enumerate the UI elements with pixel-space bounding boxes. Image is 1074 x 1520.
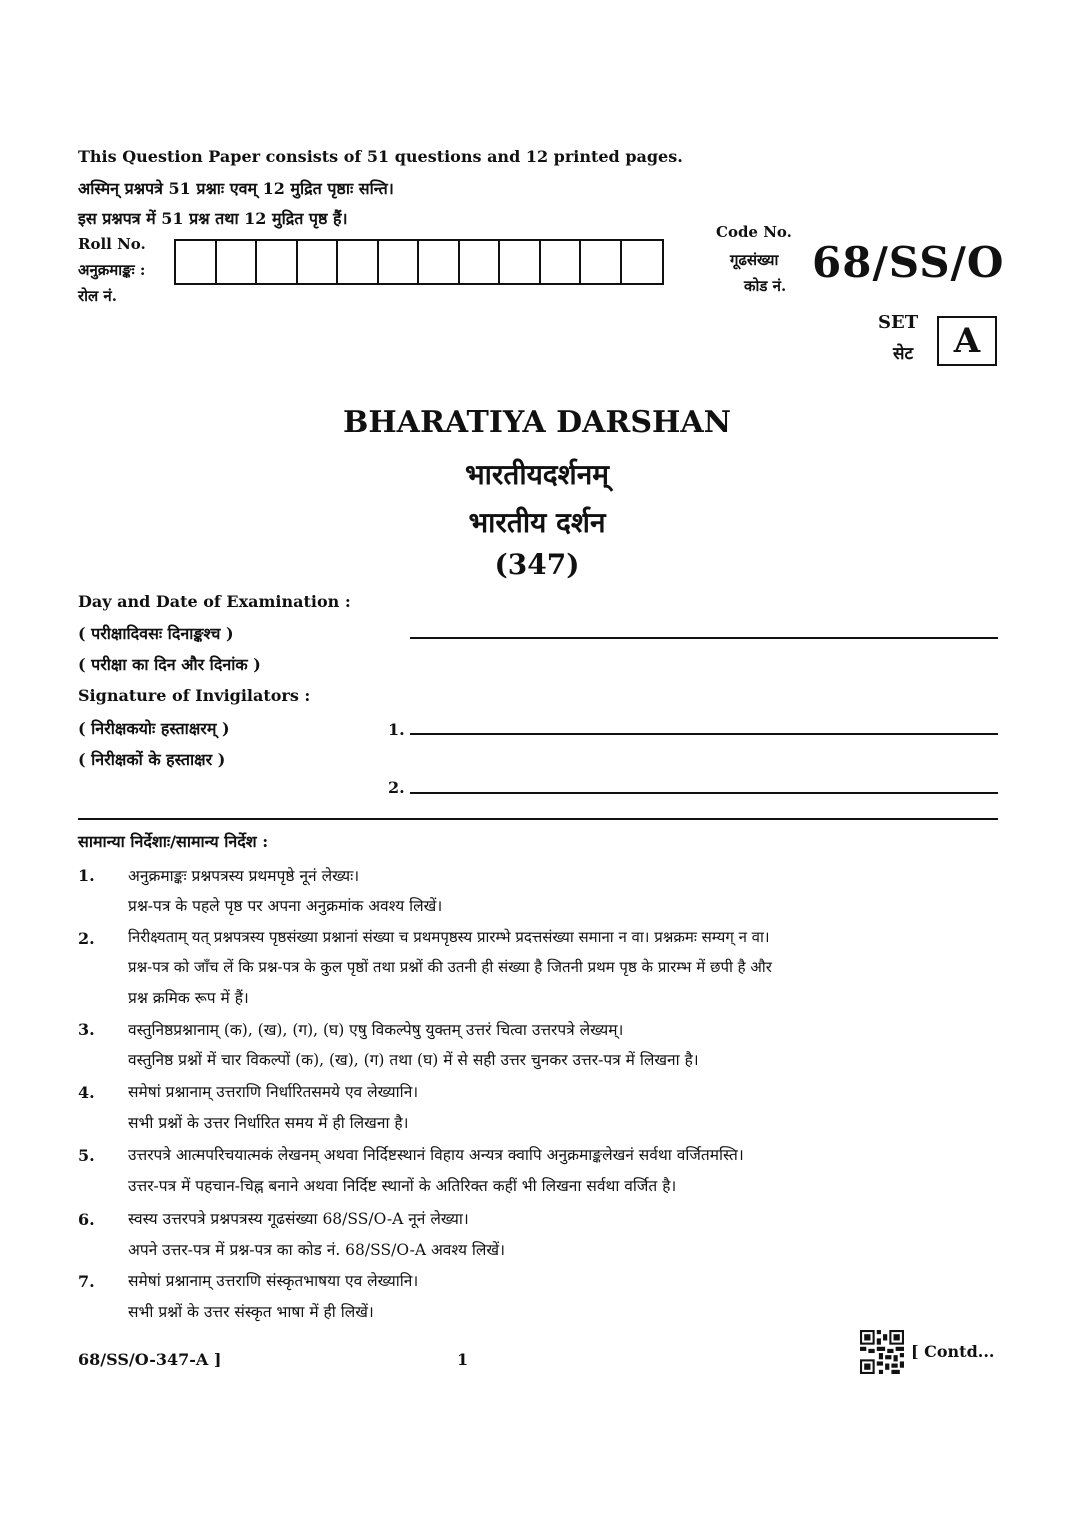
instruction-text: उत्तर-पत्र में पहचान-चिह्न बनाने अथवा निर्दिष्ट स्थानों के अतिरिक्त कहीं भी लिखना सर्वथा वर्जित है। xyxy=(128,1177,677,1195)
roll-digit-box[interactable] xyxy=(257,241,298,283)
instruction-number: 4. xyxy=(78,1083,95,1102)
roll-digit-box[interactable] xyxy=(500,241,541,283)
roll-label-hi: रोल नं. xyxy=(78,287,117,305)
set-box: A xyxy=(937,316,997,366)
instruction-text: प्रश्न-पत्र के पहले पृष्ठ पर अपना अनुक्रमांक अवश्य लिखें। xyxy=(128,897,443,915)
page-number: 1 xyxy=(457,1350,469,1369)
header-line-hindi: इस प्रश्नपत्र में 51 प्रश्न तथा 12 मुद्रित पृष्ठ हैं। xyxy=(78,209,348,228)
instruction-text: वस्तुनिष्ठ प्रश्नों में चार विकल्पों (क), (ख), (ग) तथा (घ) में से सही उत्तर चुनकर उत्तर-पत्र में लिखना है। xyxy=(128,1051,699,1069)
invigilator-2-line[interactable] xyxy=(410,792,998,794)
code-label-sa: गूढसंख्या xyxy=(730,251,779,269)
invigilator-label-sa: ( निरीक्षकयोः हस्ताक्षरम् ) xyxy=(78,719,230,738)
roll-digit-box[interactable] xyxy=(581,241,622,283)
roll-digit-box[interactable] xyxy=(298,241,339,283)
title-english: BHARATIYA DARSHAN xyxy=(342,405,732,440)
instruction-text: सभी प्रश्नों के उत्तर संस्कृत भाषा में ही लिखें। xyxy=(128,1303,374,1321)
roll-label-en: Roll No. xyxy=(78,235,146,253)
invigilator-1-line[interactable] xyxy=(410,733,998,735)
roll-digit-box[interactable] xyxy=(379,241,420,283)
invigilator-label-hi: ( निरीक्षकों के हस्ताक्षर ) xyxy=(78,750,226,769)
instruction-text: स्वस्य उत्तरपत्रे प्रश्नपत्रस्य गूढसंख्या 68/SS/O-A नूनं लेख्या। xyxy=(128,1210,469,1228)
exam-date-label-hi: ( परीक्षा का दिन और दिनांक ) xyxy=(78,655,261,674)
roll-digit-box[interactable] xyxy=(217,241,258,283)
instruction-text: प्रश्न-पत्र को जाँच लें कि प्रश्न-पत्र के कुल पृष्ठों तथा प्रश्नों की उतनी ही संख्या है जितनी प्रथम पृष्ठ के प्रारम्भ में छपी है और xyxy=(128,958,772,976)
subject-code: (347) xyxy=(494,548,580,581)
exam-date-label-sa: ( परीक्षादिवसः दिनाङ्कश्च ) xyxy=(78,624,234,643)
code-label-en: Code No. xyxy=(716,223,792,241)
roll-digit-box[interactable] xyxy=(622,241,663,283)
instruction-text: अनुक्रमाङ्कः प्रश्नपत्रस्य प्रथमपृष्ठे नूनं लेख्यः। xyxy=(128,867,360,885)
roll-label-sa: अनुक्रमाङ्कः : xyxy=(78,261,146,279)
instruction-number: 7. xyxy=(78,1272,95,1291)
title-sanskrit: भारतीयदर्शनम् xyxy=(464,458,610,491)
roll-digit-box[interactable] xyxy=(176,241,217,283)
instruction-number: 5. xyxy=(78,1146,95,1165)
header-line-english: This Question Paper consists of 51 questions and 12 printed pages. xyxy=(78,147,683,166)
instruction-text: प्रश्न क्रमिक रूप में हैं। xyxy=(128,989,249,1007)
invigilator-label-en: Signature of Invigilators : xyxy=(78,686,311,705)
instruction-text: अपने उत्तर-पत्र में प्रश्न-पत्र का कोड नं. 68/SS/O-A अवश्य लिखें। xyxy=(128,1241,505,1259)
instruction-number: 6. xyxy=(78,1210,95,1229)
exam-date-line[interactable] xyxy=(410,637,998,639)
instruction-text: वस्तुनिष्ठप्रश्नानाम् (क), (ख), (ग), (घ) एषु विकल्पेषु युक्तम् उत्तरं चित्वा उत्तरपत्रे लेख्यम्। xyxy=(128,1021,624,1039)
roll-digit-box[interactable] xyxy=(338,241,379,283)
qr-code-icon xyxy=(860,1330,904,1374)
code-label-hi: कोड नं. xyxy=(744,277,787,295)
exam-date-label-en: Day and Date of Examination : xyxy=(78,592,351,611)
roll-digit-box[interactable] xyxy=(460,241,501,283)
instruction-text: उत्तरपत्रे आत्मपरिचयात्मकं लेखनम् अथवा निर्दिष्टस्थानं विहाय अन्यत्र क्वापि अनुक्रमाङ्कलेखनं सर्वथा वर्जितमस्ति। xyxy=(128,1146,744,1164)
set-label-en: SET xyxy=(878,312,919,333)
contd-label: [ Contd... xyxy=(911,1342,995,1361)
title-hindi: भारतीय दर्शन xyxy=(468,506,606,539)
header-line-sanskrit: अस्मिन् प्रश्नपत्रे 51 प्रश्नाः एवम् 12 मुद्रित पृष्ठाः सन्ति। xyxy=(78,179,394,198)
set-label-hi: सेट xyxy=(893,344,914,364)
instruction-number: 1. xyxy=(78,866,95,885)
divider xyxy=(78,818,998,820)
instruction-text: समेषां प्रश्नानाम् उत्तराणि निर्धारितसमये एव लेख्यानि। xyxy=(128,1083,419,1101)
instruction-text: सभी प्रश्नों के उत्तर निर्धारित समय में ही लिखना है। xyxy=(128,1114,409,1132)
instruction-text: समेषां प्रश्नानाम् उत्तराणि संस्कृतभाषया एव लेख्यानि। xyxy=(128,1272,419,1290)
invigilator-2-number: 2. xyxy=(388,778,405,797)
roll-digit-box[interactable] xyxy=(541,241,582,283)
instructions-title: सामान्या निर्देशाः/सामान्य निर्देश : xyxy=(78,832,269,851)
instruction-text: निरीक्ष्यताम् यत् प्रश्नपत्रस्य पृष्ठसंख्या प्रश्नानां संख्या च प्रथमपृष्ठस्य प्रारम्भे प्रदत्तसंख्या समाना न वा। प्रश्नक्रमः सम्यग् न वा। xyxy=(128,928,770,946)
code-number: 68/SS/O xyxy=(812,238,1005,287)
instruction-number: 3. xyxy=(78,1020,95,1039)
roll-digit-box[interactable] xyxy=(419,241,460,283)
instruction-number: 2. xyxy=(78,929,95,948)
footer-paper-code: 68/SS/O-347-A ] xyxy=(78,1350,222,1369)
invigilator-1-number: 1. xyxy=(388,720,405,739)
roll-number-boxes[interactable] xyxy=(174,239,664,285)
